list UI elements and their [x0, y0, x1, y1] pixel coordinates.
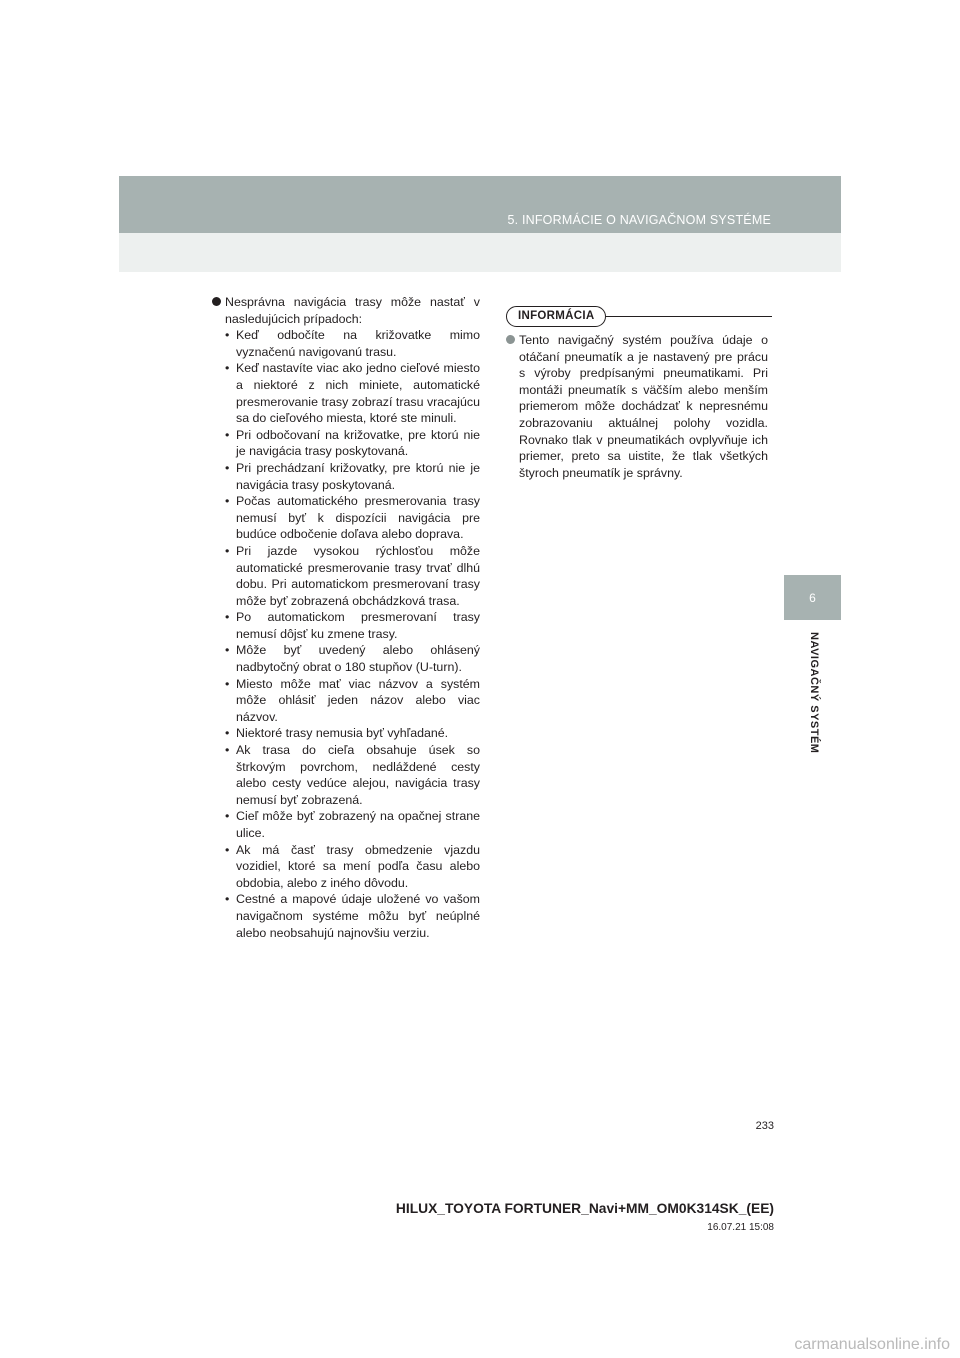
list-item: • Môže byť uvedený alebo ohlásený nadbytočný obrat o 180 stupňov (U-turn). [225, 642, 480, 675]
list-item: • Cestné a mapové údaje uložené vo vašom navigačnom systéme môžu byť neúplné alebo neobsahujú najnovšiu verziu. [225, 891, 480, 941]
intro-paragraph [212, 294, 480, 327]
watermark: carmanualsonline.info [794, 1336, 950, 1353]
list-item: • Ak má časť trasy obmedzenie vjazdu vozidiel, ktoré sa mení podľa času alebo obdobia, alebo z iného dôvodu. [225, 842, 480, 892]
list-item: • Po automatickom presmerovaní trasy nemusí dôjsť ku zmene trasy. [225, 609, 480, 642]
page-number: 233 [755, 1120, 774, 1132]
info-box [506, 306, 768, 481]
main-text-column [212, 294, 480, 941]
document-date: 16.07.21 15:08 [707, 1222, 774, 1233]
list-item: • Počas automatického presmerovania trasy nemusí byť k dispozícii navigácia pre budúce odbočenie doľava alebo doprava. [225, 493, 480, 543]
list-item: • Miesto môže mať viac názvov a systém môže ohlásiť jeden názov alebo viac názvov. [225, 676, 480, 726]
list-item: • Cieľ môže byť zobrazený na opačnej strane ulice. [225, 808, 480, 841]
list-item: • Pri jazde vysokou rýchlosťou môže automatické presmerovanie trasy trvať dlhú dobu. Pri automatickom presmerovaní trasy môže byť zobrazená obchádzková trasa. [225, 543, 480, 609]
chapter-header-band [119, 176, 841, 233]
list-item: • Ak trasa do cieľa obsahuje úsek so štrkovým povrchom, nedláždené cesty alebo cesty vedúce alejou, navigácia trasy nemusí byť zobrazená. [225, 742, 480, 808]
bullet-dot-icon [212, 297, 221, 306]
list-item: • Niektoré trasy nemusia byť vyhľadané. [225, 725, 480, 742]
chapter-side-label: NAVIGAČNÝ SYSTÉM [808, 632, 820, 754]
info-paragraph [506, 332, 768, 481]
info-divider [606, 316, 772, 317]
chapter-side-tab [784, 575, 841, 620]
info-text: Tento navigačný systém používa údaje o otáčaní pneumatík a je nastavený pre prácu s výroby predpísanými pneumatikami. Pri montáži pneumatík s väčším alebo menším priemerom môže dochádzať k nepresnému zobrazovaniu aktuálnej polohy vozidla. Rovnako tlak v pneumatikách ovplyvňuje ich priemer, preto sa uistite, že tlak všetkých štyroch pneumatík je správny. [519, 333, 768, 480]
list-item: • Pri prechádzaní križovatky, pre ktorú nie je navigácia trasy poskytovaná. [225, 460, 480, 493]
chapter-number: 6 [809, 591, 816, 605]
document-code: HILUX_TOYOTA FORTUNER_Navi+MM_OM0K314SK_(EE) [395, 1201, 774, 1216]
list-item: • Keď nastavíte viac ako jedno cieľové miesto a niektoré z nich miniete, automatické presmerovanie trasy zobrazí trasu vracajúcu sa do cieľového miesta, ktoré ste minuli. [225, 360, 480, 426]
info-bullet-icon [506, 335, 515, 344]
list-item: • Pri odbočovaní na križovatke, pre ktorú nie je navigácia trasy poskytovaná. [225, 427, 480, 460]
header-sub-band [119, 233, 841, 272]
info-label: INFORMÁCIA [506, 306, 606, 327]
chapter-title: 5. INFORMÁCIE O NAVIGAČNOM SYSTÉME [507, 213, 771, 227]
list-item: • Keď odbočíte na križovatke mimo vyznačenú navigovanú trasu. [225, 327, 480, 360]
case-list [212, 327, 480, 941]
intro-text: Nesprávna navigácia trasy môže nastať v nasledujúcich prípadoch: [225, 295, 480, 326]
